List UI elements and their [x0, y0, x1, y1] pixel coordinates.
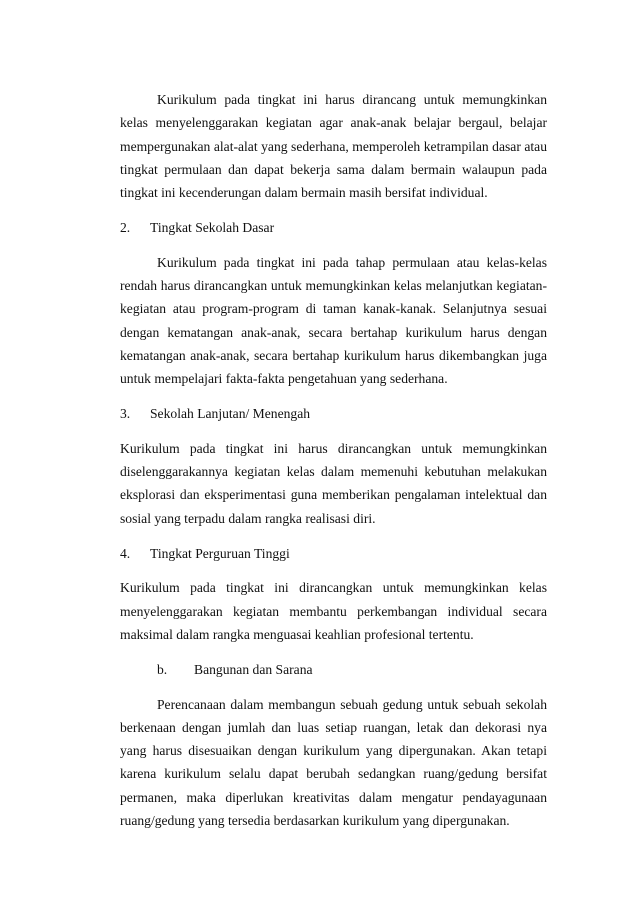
section-number: b.: [157, 661, 168, 677]
paragraph-university: Kurikulum pada tingkat ini dirancangkan untuk memungkinkan kelas menyelenggarakan kegiatan membantu perkembangan individual secara maksimal dalam rangka menguasai keahlian profesional tertentu.: [120, 580, 547, 642]
section-title: Sekolah Lanjutan/ Menengah: [150, 406, 311, 422]
section-number: 2.: [120, 219, 131, 235]
section-title: Tingkat Perguruan Tinggi: [150, 545, 290, 561]
section-title: Tingkat Sekolah Dasar: [150, 219, 275, 235]
paragraph-elementary: Kurikulum pada tingkat ini pada tahap permulaan atau kelas-kelas rendah harus dirancangkan untuk memungkinkan kelas melanjutkan kegiatan-kegiatan atau program-program di taman kanak-kanak. Selanjutnya sesuai dengan kematangan anak-anak, secara bertahap kurikulum harus dengan kematangan anak-anak, secara bertahap kurikulum harus dikembangkan juga untuk mempelajari fakta-fakta pengetahuan yang sederhana.: [120, 254, 547, 387]
section-number: 3.: [120, 406, 131, 422]
paragraph-buildings: Perencanaan dalam membangun sebuah gedung untuk sebuah sekolah berkenaan dengan jumlah dan luas setiap ruangan, letak dan dekorasi nya yang harus disesuaikan dengan kurikulum yang dipergunakan. Akan tetapi karena kurikulum selalu dapat berubah sedangkan ruang/gedung bersifat permanen, maka diperlukan kreativitas dalam mengatur pendayagunaan ruang/gedung yang tersedia berdasarkan kurikulum yang dipergunakan.: [120, 696, 547, 829]
section-title: Bangunan dan Sarana: [194, 661, 313, 677]
paragraph-kindergarten: Kurikulum pada tingkat ini harus dirancang untuk memungkinkan kelas menyelenggarakan kegiatan agar anak-anak belajar bergaul, belajar mempergunakan alat-alat yang sederhana, memperoleh ketrampilan dasar atau tingkat permulaan dan dapat bekerja sama dalam bermain walaupun pada tingkat ini kecenderungan dalam bermain masih bersifat individual.: [120, 92, 547, 201]
section-heading-elementary: [120, 216, 547, 239]
document-body: [120, 88, 547, 832]
section-heading-university: [120, 542, 547, 565]
section-heading-buildings: [120, 658, 547, 681]
paragraph-secondary: Kurikulum pada tingkat ini harus dirancangkan untuk memungkinkan diselenggarakannya kegiatan kelas dalam memenuhi kebutuhan melakukan eksplorasi dan eksperimentasi guna memberikan pengalaman intelektual dan sosial yang terpadu dalam rangka realisasi diri.: [120, 440, 547, 526]
section-number: 4.: [120, 545, 131, 561]
section-heading-secondary: [120, 402, 547, 425]
